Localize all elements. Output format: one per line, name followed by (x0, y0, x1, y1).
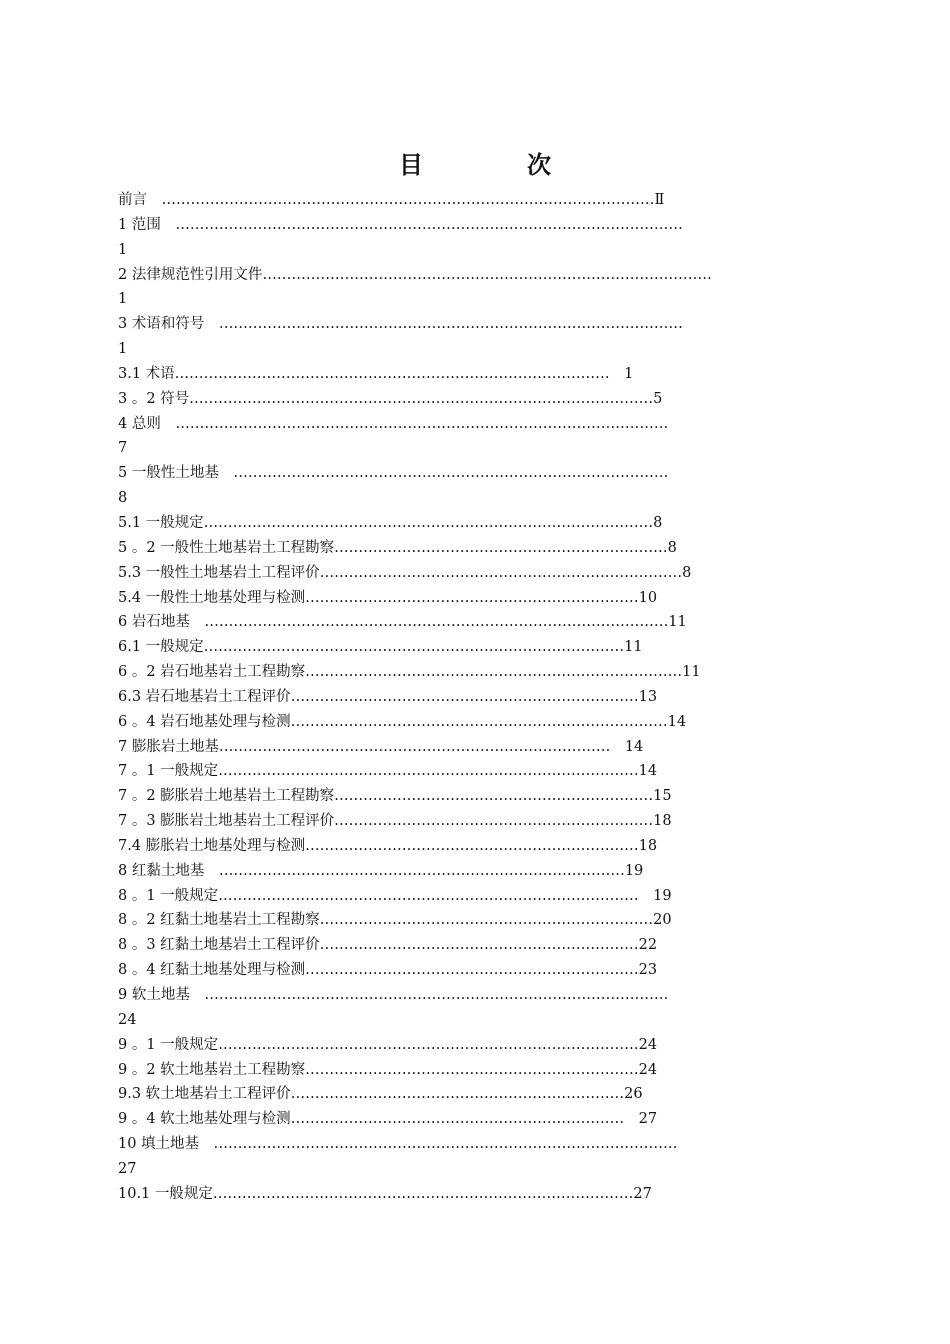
toc-line-text: 3.1 术语……………………………………………………………………………… 1 (118, 365, 634, 382)
toc-line-text: 7 。3 膨胀岩土地基岩土工程评价…………………………………………………………18 (118, 813, 672, 830)
toc-line (118, 1082, 858, 1107)
toc-line (118, 834, 858, 859)
toc-line-text: 6 岩石地基 ……………………………………………………………………………………11 (118, 614, 687, 631)
toc-line (118, 1107, 858, 1132)
toc-line-text: 4 总则 ………………………………………………………………………………………… (118, 415, 669, 432)
toc-line-text: 10.1 一般规定……………………………………………………………………………27 (118, 1185, 652, 1202)
toc-line-text: 6 。2 岩石地基岩土工程勘察……………………………………………………………………11 (118, 664, 701, 681)
toc-line (118, 784, 858, 809)
toc-line-text: 5.4 一般性土地基处理与检测……………………………………………………………10 (118, 589, 658, 606)
toc-line (118, 263, 858, 288)
toc-line-text: 6 。4 岩石地基处理与检测……………………………………………………………………14 (118, 713, 687, 730)
toc-line-text: 9.3 软土地基岩土工程评价……………………………………………………………26 (118, 1086, 643, 1103)
toc-line (118, 983, 858, 1008)
toc-line (118, 958, 858, 983)
toc-line-text: 5 一般性土地基 ……………………………………………………………………………… (118, 465, 669, 482)
toc-line (118, 511, 858, 536)
toc-line-text: 8 。2 红黏土地基岩土工程勘察……………………………………………………………20 (118, 912, 672, 929)
toc-line-text: 1 范围 …………………………………………………………………………………………… (118, 216, 683, 233)
toc-line (118, 188, 858, 213)
toc-line (118, 436, 858, 461)
toc-line-text: 6.3 岩石地基岩土工程评价………………………………………………………………13 (118, 688, 658, 705)
toc-line (118, 312, 858, 337)
toc-line-text: 前言 …………………………………………………………………………………………Ⅱ (118, 192, 665, 208)
toc-line (118, 536, 858, 561)
toc-line (118, 610, 858, 635)
toc-line-text: 9 。1 一般规定……………………………………………………………………………24 (118, 1036, 658, 1053)
toc-line (118, 412, 858, 437)
toc-line (118, 337, 858, 362)
toc-line-text: 2 法律规范性引用文件………………………………………………………………………………… (118, 266, 712, 283)
toc-line (118, 461, 858, 486)
toc-line (118, 486, 858, 511)
toc-line (118, 759, 858, 784)
toc-line (118, 1058, 858, 1083)
toc-line-text: 7.4 膨胀岩土地基处理与检测……………………………………………………………18 (118, 837, 658, 854)
toc-line (118, 586, 858, 611)
toc-line (118, 238, 858, 263)
toc-line-text: 27 (118, 1160, 137, 1177)
toc-line (118, 1132, 858, 1157)
toc-line-text: 5.3 一般性土地基岩土工程评价…………………………………………………………………8 (118, 564, 692, 581)
toc-line (118, 561, 858, 586)
toc-line (118, 735, 858, 760)
toc-line-text: 8 (118, 490, 128, 507)
toc-line (118, 685, 858, 710)
toc-line-text: 9 软土地基 …………………………………………………………………………………… (118, 987, 669, 1003)
toc-line-text: 3 。2 符号……………………………………………………………………………………5 (118, 390, 663, 407)
toc-line-text: 5 。2 一般性土地基岩土工程勘察……………………………………………………………8 (118, 539, 677, 556)
toc-line-text: 3 术语和符号 …………………………………………………………………………………… (118, 316, 683, 333)
toc-line (118, 387, 858, 412)
toc-line (118, 1157, 858, 1182)
table-of-contents (118, 188, 858, 1207)
toc-line-text: 1 (118, 341, 128, 358)
toc-line-text: 8 。3 红黏土地基岩土工程评价…………………………………………………………22 (118, 937, 658, 954)
page-title: 目 次 (399, 151, 591, 179)
toc-line-text: 8 。1 一般规定…………………………………………………………………………… 19 (118, 887, 672, 904)
toc-line-text: 6.1 一般规定……………………………………………………………………………11 (118, 639, 643, 656)
toc-line-text: 7 。2 膨胀岩土地基岩土工程勘察…………………………………………………………15 (118, 788, 672, 805)
toc-line-text: 1 (118, 291, 128, 308)
toc-line-text: 9 。4 软土地基处理与检测…………………………………………………………… 27 (118, 1111, 658, 1128)
toc-line-text: 9 。2 软土地基岩土工程勘察……………………………………………………………24 (118, 1061, 658, 1078)
toc-line-text: 10 填土地基 …………………………………………………………………………………… (118, 1136, 678, 1153)
toc-line (118, 635, 858, 660)
toc-line (118, 1033, 858, 1058)
toc-line (118, 1008, 858, 1033)
toc-line-text: 5.1 一般规定…………………………………………………………………………………8 (118, 514, 663, 531)
toc-line (118, 362, 858, 387)
toc-line (118, 908, 858, 933)
toc-line-text: 8 。4 红黏土地基处理与检测……………………………………………………………23 (118, 962, 658, 979)
toc-line-text: 24 (118, 1011, 137, 1028)
toc-line-text: 7 (118, 440, 128, 457)
toc-line (118, 213, 858, 238)
toc-line (118, 660, 858, 685)
toc-line (118, 287, 858, 312)
toc-line (118, 859, 858, 884)
toc-line (118, 1182, 858, 1207)
toc-line-text: 1 (118, 241, 128, 258)
toc-line (118, 710, 858, 735)
toc-line-text: 7 膨胀岩土地基……………………………………………………………………… 14 (118, 738, 644, 755)
toc-line-text: 7 。1 一般规定……………………………………………………………………………14 (118, 763, 658, 780)
toc-line (118, 809, 858, 834)
toc-line-text: 8 红黏土地基 …………………………………………………………………………19 (118, 862, 644, 879)
toc-line (118, 884, 858, 909)
toc-line (118, 933, 858, 958)
